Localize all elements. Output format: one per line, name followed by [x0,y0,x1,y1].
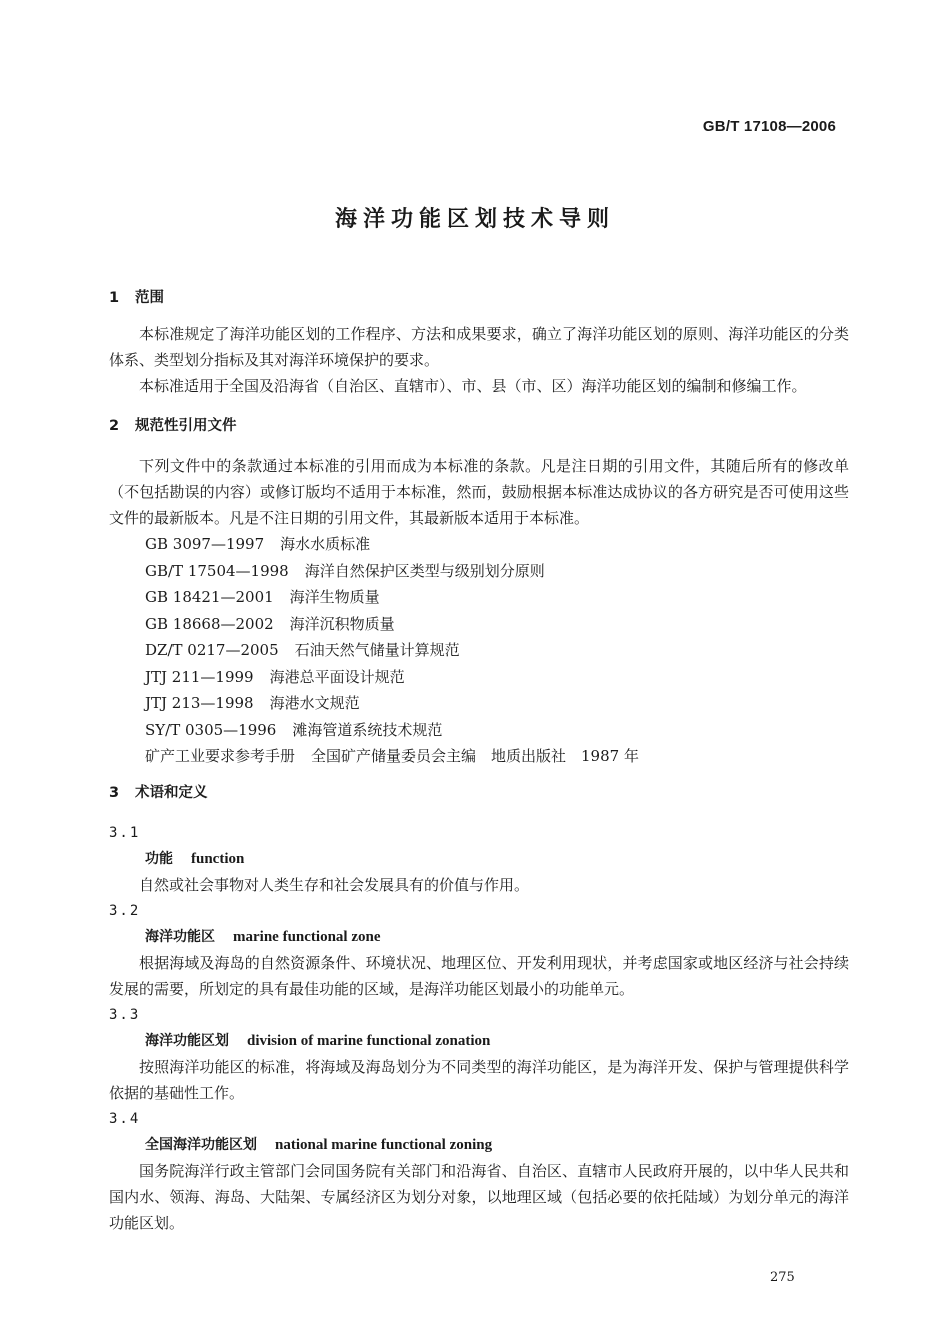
reference-code: GB 3097—1997 [145,535,265,553]
reference-name: 海洋沉积物质量 [289,614,395,633]
reference-item [109,717,849,744]
term-zh: 功能 [145,850,173,867]
term-en: marine functional zone [233,928,381,945]
paragraph: 本标准适用于全国及沿海省（自治区、直辖市）、市、县（市、区）海洋功能区划的编制和修编工作。 [139,377,807,395]
section-title: 范围 [135,290,164,306]
term-heading [109,846,849,872]
reference-name: 全国矿产储量委员会主编 地质出版社 1987 年 [311,747,639,765]
reference-code: SY/T 0305—1996 [145,720,277,739]
reference-name: 海洋生物质量 [289,588,380,606]
paragraph: 下列文件中的条款通过本标准的引用而成为本标准的条款。凡是注日期的引用文件，其随后所有的修改单（不包括勘误的内容）或修订版均不适用于本标准，然而，鼓励根据本标准达成协议的各方研究是否可使用这些文件的最新版本。凡是不注日期的引用文件，其最新版本适用于本标准。 [109,457,849,527]
section-heading [109,413,849,439]
document-title: 海洋功能区划技术导则 [334,207,615,232]
term-definition: 按照海洋功能区的标准，将海域及海岛划分为不同类型的海洋功能区，是为海洋开发、保护与管理提供科学依据的基础性工作。 [109,1057,849,1102]
section-number: 2 [109,418,120,434]
term-zh: 全国海洋功能区划 [145,1136,257,1153]
reference-item [109,611,849,638]
reference-code: JTJ 211—1999 [145,667,254,686]
term-number: 3.3 [109,1006,141,1023]
reference-code: DZ/T 0217—2005 [145,641,279,659]
reference-name: 石油天然气储量计算规范 [294,641,460,659]
reference-item [109,531,849,558]
reference-name: 海水水质标准 [280,535,371,553]
reference-item [109,664,849,691]
term-heading [109,1132,849,1158]
term-number: 3.4 [109,1110,141,1127]
reference-name: 海港水文规范 [269,694,360,712]
term-heading [109,924,849,950]
section-heading [109,780,849,806]
term-number: 3.1 [109,824,141,841]
term-zh: 海洋功能区划 [145,1032,229,1049]
term-zh: 海洋功能区 [145,928,215,945]
reference-name: 海洋自然保护区类型与级别划分原则 [304,561,545,580]
section-heading [109,285,849,311]
term-definition: 根据海域及海岛的自然资源条件、环境状况、地理区位、开发利用现状，并考虑国家或地区经济与社会持续发展的需要，所划定的具有最佳功能的区域，是海洋功能区划最小的功能单元。 [109,953,849,998]
section-number: 3 [109,784,120,801]
reference-name: 滩海管道系统技术规范 [292,720,443,739]
reference-code: GB/T 17504—1998 [145,561,289,580]
reference-code: GB 18421—2001 [145,588,274,606]
reference-code: GB 18668—2002 [145,614,274,633]
standard-code: GB/T 17108—2006 [702,118,836,135]
reference-item [109,743,849,770]
term-definition: 自然或社会事物对人类生存和社会发展具有的价值与作用。 [139,875,530,894]
document-body [109,285,849,1236]
term-en: division of marine functional zonation [247,1032,491,1049]
term-heading [109,1028,849,1054]
reference-name: 海港总平面设计规范 [269,667,405,686]
reference-item [109,690,849,717]
reference-code: JTJ 213—1998 [145,694,254,712]
section-title: 术语和定义 [135,784,208,801]
term-en: function [191,850,245,867]
reference-item [109,558,849,585]
reference-item [109,584,849,611]
reference-item [109,637,849,664]
section-title: 规范性引用文件 [135,418,237,434]
term-number: 3.2 [109,902,141,919]
paragraph: 本标准规定了海洋功能区划的工作程序、方法和成果要求，确立了海洋功能区划的原则、海洋功能区的分类体系、类型划分指标及其对海洋环境保护的要求。 [109,325,849,369]
page-number: 275 [770,1270,795,1285]
section-number: 1 [109,290,120,306]
term-definition: 国务院海洋行政主管部门会同国务院有关部门和沿海省、自治区、直辖市人民政府开展的，以中华人民共和国内水、领海、海岛、大陆架、专属经济区为划分对象，以地理区域（包括必要的依托陆域）为划分单元的海洋功能区划。 [109,1161,849,1232]
reference-code: 矿产工业要求参考手册 [145,747,296,765]
term-en: national marine functional zoning [275,1136,493,1153]
